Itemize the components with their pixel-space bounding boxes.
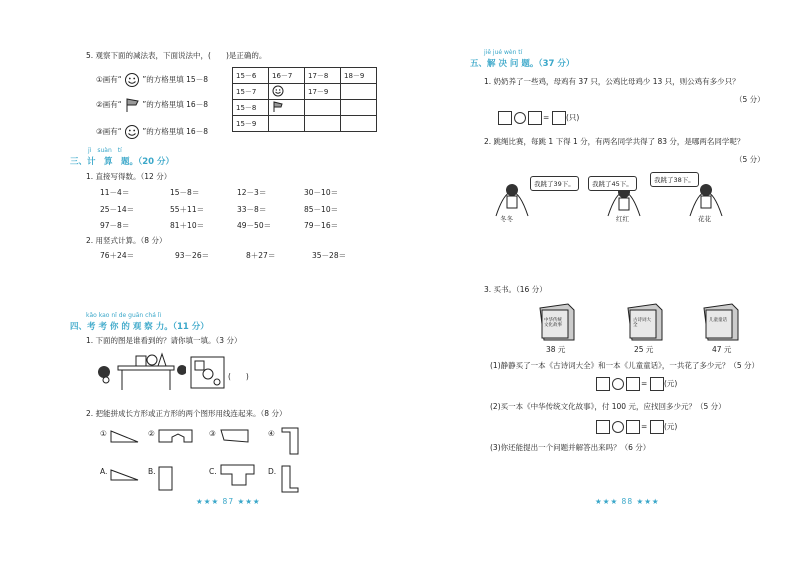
arithmetic-item: 49－50＝	[237, 221, 272, 230]
arithmetic-item: 81＋10＝	[170, 221, 205, 230]
smiley-icon	[272, 85, 284, 97]
s5-q1: 1. 奶奶养了一些鸡，母鸡有 37 只，公鸡比母鸡少 13 只，则公鸡有多少只？	[484, 77, 740, 86]
shape-label: A.	[100, 467, 108, 476]
s4-q1: 1. 下面的图是谁看到的？请你填一填。（3 分）	[86, 336, 242, 345]
shape-label: C.	[209, 467, 217, 476]
s3-pinyin: jì suàn tí	[88, 147, 122, 154]
shape-label: D.	[268, 467, 277, 476]
shape-label: ②	[148, 429, 155, 438]
speech-bubble: 我跳了38下。	[650, 172, 699, 187]
answer-blank[interactable]: ( )	[228, 372, 249, 381]
s4-q2: 2. 把能拼成长方形或正方形的两个图形用线连起来。（8 分）	[86, 409, 287, 418]
operator-circle[interactable]	[612, 421, 624, 433]
answer-box[interactable]	[650, 420, 664, 434]
table-cell: 16－7	[269, 68, 305, 84]
q5-option-2: ②画有“ ”的方格里填 16－8	[96, 97, 208, 113]
speech-bubble: 我跳了45下。	[588, 176, 637, 191]
operator-circle[interactable]	[514, 112, 526, 124]
child-name: 冬冬	[500, 215, 513, 223]
table-cell	[341, 84, 377, 100]
q5-option-3: ③画有“ ”的方格里填 16－8	[96, 124, 208, 140]
s3-q1: 1. 直接写得数。（12 分）	[86, 172, 172, 181]
shape-4	[280, 426, 300, 456]
s5-q1-score: （5 分）	[735, 95, 765, 104]
table-cell: 17－9	[305, 84, 341, 100]
operator-circle[interactable]	[612, 378, 624, 390]
table-cell-flag	[269, 100, 305, 116]
s5-q3-3: (3)你还能提出一个问题并解答出来吗？（6 分）	[490, 443, 651, 452]
q5-title: 5. 观察下面的减法表，下面说法中，( )是正确的。	[86, 51, 267, 60]
table-cell-smiley	[269, 84, 305, 100]
table-cell: 18－9	[341, 68, 377, 84]
answer-box[interactable]	[626, 420, 640, 434]
shape-label: ③	[209, 429, 216, 438]
shape-a	[110, 468, 140, 482]
table-cell: 15－7	[233, 84, 269, 100]
book-price: 25 元	[634, 345, 654, 354]
arithmetic-item: 33－8＝	[237, 205, 267, 214]
table-cell: 15－9	[233, 116, 269, 132]
arithmetic-item: 55＋11＝	[170, 205, 205, 214]
shape-1	[110, 428, 140, 444]
answer-box[interactable]	[650, 377, 664, 391]
answer-box[interactable]	[528, 111, 542, 125]
answer-box[interactable]	[552, 111, 566, 125]
smiley-icon	[124, 72, 140, 88]
s5-title: 五、解 决 问 题。（37 分）	[470, 59, 575, 69]
s5-q3-1: (1)静静买了一本《古诗词大全》和一本《儿童童话》，一共花了多少元？（5 分）	[490, 361, 760, 370]
q5-option-1: ①画有“ ”的方格里填 15－8	[96, 72, 208, 88]
flag-icon	[272, 101, 284, 113]
child-name: 花花	[698, 215, 711, 223]
arithmetic-item: 97－8＝	[100, 221, 130, 230]
smiley-icon	[124, 124, 140, 140]
page-number-88: ★★★ 88 ★★★	[595, 497, 660, 506]
vertical-calc-item: 76＋24＝	[100, 251, 135, 260]
shape-3	[220, 428, 250, 444]
child-name: 红红	[616, 215, 629, 223]
shape-label: ④	[268, 429, 275, 438]
speech-bubble: 我跳了39下。	[530, 176, 579, 191]
table-cell	[341, 100, 377, 116]
equals-sign: =	[543, 113, 550, 122]
s5-q2: 2. 跳绳比赛，每跳 1 下得 1 分，有两名同学共得了 83 分，是哪两名同学呢？	[484, 137, 745, 146]
answer-box[interactable]	[626, 377, 640, 391]
table-scene-picture	[96, 352, 186, 392]
answer-box[interactable]	[596, 420, 610, 434]
equals-sign: =	[641, 379, 648, 388]
shape-label: B.	[148, 467, 156, 476]
vertical-calc-item: 35－28＝	[312, 251, 347, 260]
table-cell: 17－8	[305, 68, 341, 84]
table-cell: 15－6	[233, 68, 269, 84]
unit-label: (元)	[664, 379, 678, 388]
book-price: 47 元	[712, 345, 732, 354]
shape-c	[220, 464, 256, 488]
top-view-picture	[190, 356, 226, 390]
arithmetic-item: 12－3＝	[237, 188, 267, 197]
flag-icon	[124, 97, 140, 113]
subtraction-table	[232, 67, 377, 132]
s5-q2-score: （5 分）	[735, 155, 765, 164]
shape-2	[158, 428, 194, 444]
table-cell: 15－8	[233, 100, 269, 116]
table-cell	[341, 116, 377, 132]
s3-title: 三、计 算 题。（20 分）	[70, 157, 175, 167]
arithmetic-item: 79－16＝	[304, 221, 339, 230]
book-title: 古诗词大全	[633, 318, 651, 329]
unit-label: (元)	[664, 422, 678, 431]
s5-q3: 3. 买书。（16 分）	[484, 285, 547, 294]
s5-q3-2: (2)买一本《中华传统文化故事》，付 100 元，应找回多少元？（5 分）	[490, 402, 726, 411]
shape-d	[280, 464, 300, 494]
book-title: 中华传统文化故事	[544, 318, 562, 329]
table-cell	[269, 116, 305, 132]
arithmetic-item: 30－10＝	[304, 188, 339, 197]
equals-sign: =	[641, 422, 648, 431]
page-number-87: ★★★ 87 ★★★	[196, 497, 261, 506]
shape-b	[158, 466, 188, 492]
vertical-calc-item: 8＋27＝	[246, 251, 276, 260]
arithmetic-item: 11－4＝	[100, 188, 130, 197]
s3-q2: 2. 用竖式计算。（8 分）	[86, 236, 167, 245]
answer-box[interactable]	[498, 111, 512, 125]
book-price: 38 元	[546, 345, 566, 354]
s4-title: 四、考 考 你 的 观 察 力。（11 分）	[70, 322, 209, 332]
table-cell	[305, 100, 341, 116]
shape-label: ①	[100, 429, 107, 438]
arithmetic-item: 15－8＝	[170, 188, 200, 197]
arithmetic-item: 85－10＝	[304, 205, 339, 214]
answer-box[interactable]	[596, 377, 610, 391]
table-cell	[305, 116, 341, 132]
vertical-calc-item: 93－26＝	[175, 251, 210, 260]
unit-label: (只)	[566, 113, 580, 122]
arithmetic-item: 25－14＝	[100, 205, 135, 214]
book-title: 儿童童话	[709, 318, 727, 323]
s5-pinyin: jiě jué wèn tí	[484, 49, 523, 56]
s4-pinyin: kǎo kao nǐ de guān chá lì	[86, 312, 162, 319]
